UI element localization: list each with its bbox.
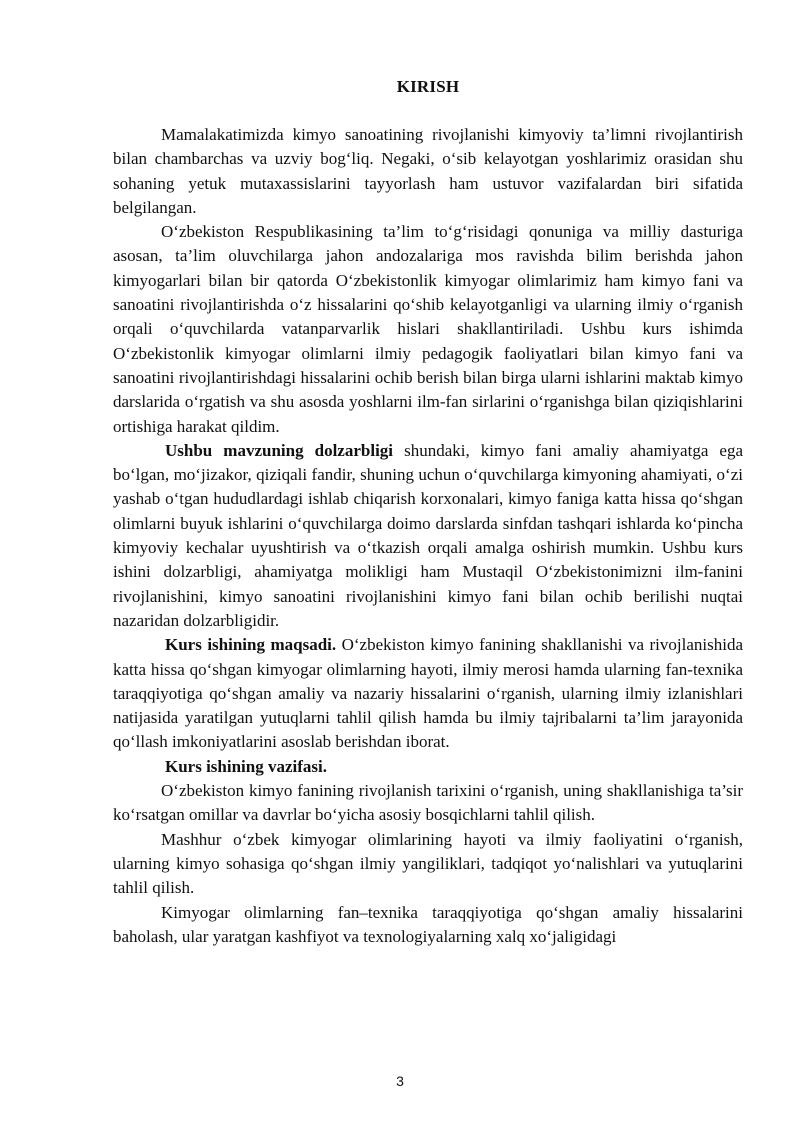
paragraph: Mamalakatimizda kimyo sanoatining rivojlanishi kimyoviy ta’limni rivojlantirish bilan chambarchas va uzviy bog‘liq. Negaki, o‘sib kelayotgan yoshlarimiz orasidan shu sohaning yetuk mutaxassislarini tayyorlash ham ustuvor vazifalardan biri sifatida belgilangan. <box>113 125 743 217</box>
task-paragraph: Kimyogar olimlarning fan–texnika taraqqiyotiga qo‘shgan amaliy hissalarini baholash, ular yaratgan kashfiyot va texnologiyalarning xalq xo‘jaligidagi <box>113 902 743 946</box>
paragraph-relevance <box>113 439 743 633</box>
goal-heading: Kurs ishining maqsadi. <box>165 635 337 655</box>
goal-text: O‘zbekiston kimyo fanining shakllanishi va rivojlanishida katta hissa qo‘shgan kimyogar olimlarning hayoti, ilmiy merosi hamda ularning fan-texnika taraqqiyotiga qo‘shgan amaliy va nazariy hissalarini o‘rganish, ularning ilmiy izlanishlari natijasida yaratilgan yutuqlarni tahlil qilish hamda bu ilmiy tajribalarni ta’lim jarayonida qo‘llash imkoniyatlarini asoslab berishdan iborat. <box>113 635 743 752</box>
task-paragraph: Mashhur o‘zbek kimyogar olimlarining hayoti va ilmiy faoliyatini o‘rganish, ularning kimyo sohasiga qo‘shgan ilmiy yangiliklari, tadqiqot yo‘nalishlari va yutuqlarini tahlil qilish. <box>113 829 743 898</box>
relevance-heading: Ushbu mavzuning dolzarbligi <box>165 440 394 460</box>
relevance-text: shundaki, kimyo fani amaliy ahamiyatga ega bo‘lgan, mo‘jizakor, qiziqali fandir, shuning uchun o‘quvchilarga kimyoning ahamiyati, o‘zi yashab o‘tgan hududlardagi ishlab chiqarish korxonalari, kimyo faniga katta hissa qo‘shgan olimlarni buyuk ishlarini o‘quvchilarga doimo darslarda sinfdan tashqari ishlarda ko‘pincha kimyoviy kechalar uyushtirish va o‘tkazish orqali amalga oshirish mumkin. Ushbu kurs ishini dolzarbligi, ahamiyatga molikligi ham Mustaqil O‘zbekistonimizni ilm-fanini rivojlanishini, kimyo sanoatini rivojlanishini kimyo fani bilan ochib berilishi nuqtai nazaridan dolzarbligidir. <box>113 440 743 630</box>
page-title: KIRISH <box>396 77 460 96</box>
document-page <box>113 76 743 949</box>
task-paragraph: O‘zbekiston kimyo fanining rivojlanish tarixini o‘rganish, uning shakllanishiga ta’sir ko‘rsatgan omillar va davrlar bo‘yicha asosiy bosqichlarni tahlil qilish. <box>113 781 743 825</box>
paragraph-goal <box>113 633 743 754</box>
tasks-heading: Kurs ishining vazifasi. <box>165 756 328 776</box>
page-number: 3 <box>396 1073 404 1089</box>
paragraph: O‘zbekiston Respublikasining ta’lim to‘g‘risidagi qonuniga va milliy dasturiga asosan, ta’lim oluvchilarga jahon andozalariga mos ravishda bilim berishda jahon kimyogarlari bilan bir qatorda O‘zbekistonlik kimyogar olimlarimiz ham kimyo fani va sanoatini rivojlantirishda o‘z hissalarini qo‘shib kelayotganligi va ularning ilmiy o‘rganish orqali o‘quvchilarda vatanparvarlik hislari shakllantiriladi. Ushbu kurs ishimda O‘zbekistonlik kimyogar olimlarni ilmiy pedagogik faoliyatlari bilan kimyo fani va sanoatini rivojlantirishdagi hissalarini ochib berish bilan birga ularni ishlarini maktab kimyo darslarida o‘rgatish va shu asosda yoshlarni ilm-fan sirlarini o‘rganishga bilan qiziqishlarini ortishiga harakat qildim. <box>113 222 743 436</box>
